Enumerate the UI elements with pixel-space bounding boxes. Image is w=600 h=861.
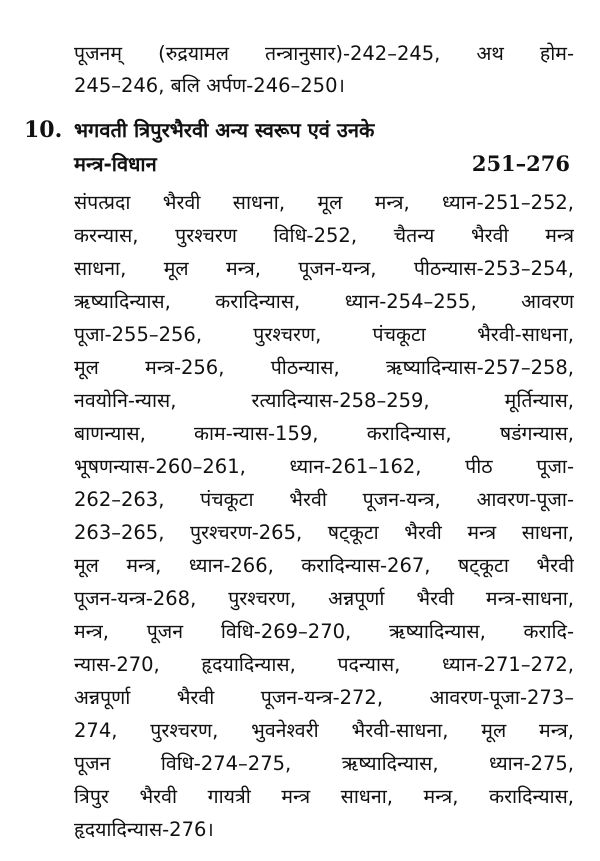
content-line: मन्त्र, पूजन विधि-269–270, ऋष्यादिन्यास, करादि- <box>74 620 574 643</box>
section-number: 10. <box>24 117 63 143</box>
section-title: भगवती त्रिपुरभैरवी अन्य स्वरूप एवं उनके <box>74 118 375 142</box>
content-line: करन्यास, पुरश्चरण विधि-252, चैतन्य भैरवी मन्त्र <box>74 224 574 247</box>
content-line: साधना, मूल मन्त्र, पूजन-यन्त्र, पीठन्यास-253–254, <box>74 257 574 280</box>
content-line: मूल मन्त्र-256, पीठन्यास, ऋष्यादिन्यास-257–258, <box>74 356 574 379</box>
content-line: पूजा-255–256, पुरश्चरण, पंचकूटा भैरवी-साधना, <box>74 323 574 346</box>
content-line: मूल मन्त्र, ध्यान-266, करादिन्यास-267, षट्कूटा भैरवी <box>74 554 574 577</box>
content-line: 262–263, पंचकूटा भैरवी पूजन-यन्त्र, आवरण-पूजा- <box>74 488 574 511</box>
intro-line: पूजनम् (रुद्रयामल तन्त्रानुसार)-242–245, अथ होम- <box>74 42 574 65</box>
content-line: 263–265, पुरश्चरण-265, षट्कूटा भैरवी मन्त्र साधना, <box>74 521 574 544</box>
content-line: पूजन-यन्त्र-268, पुरश्चरण, अन्नपूर्णा भैरवी मन्त्र-साधना, <box>74 587 574 610</box>
content-line: अन्नपूर्णा भैरवी पूजन-यन्त्र-272, आवरण-पूजा-273– <box>74 686 574 709</box>
content-line: संपत्प्रदा भैरवी साधना, मूल मन्त्र, ध्यान-251–252, <box>74 191 574 214</box>
section-title: मन्त्र-विधान <box>74 152 157 176</box>
content-line: पूजन विधि-274–275, ऋष्यादिन्यास, ध्यान-275, <box>74 752 574 775</box>
content-line: भूषणन्यास-260–261, ध्यान-261–162, पीठ पूजा- <box>74 455 574 478</box>
content-line: हृदयादिन्यास-276। <box>74 818 214 841</box>
content-line: 274, पुरश्चरण, भुवनेश्वरी भैरवी-साधना, मूल मन्त्र, <box>74 719 574 742</box>
content-line: बाणन्यास, काम-न्यास-159, करादिन्यास, षडंगन्यास, <box>74 422 574 445</box>
content-line: ऋष्यादिन्यास, करादिन्यास, ध्यान-254–255, आवरण <box>74 290 574 313</box>
content-line: त्रिपुर भैरवी गायत्री मन्त्र साधना, मन्त्र, करादिन्यास, <box>74 785 574 808</box>
section-page-range: 251–276 <box>471 151 570 176</box>
content-line: नवयोनि-न्यास, रत्यादिन्यास-258–259, मूर्तिन्यास, <box>74 389 574 412</box>
content-line: न्यास-270, हृदयादिन्यास, पदन्यास, ध्यान-271–272, <box>74 653 574 676</box>
intro-line: 245–246, बलि अर्पण-246–250। <box>74 74 345 97</box>
